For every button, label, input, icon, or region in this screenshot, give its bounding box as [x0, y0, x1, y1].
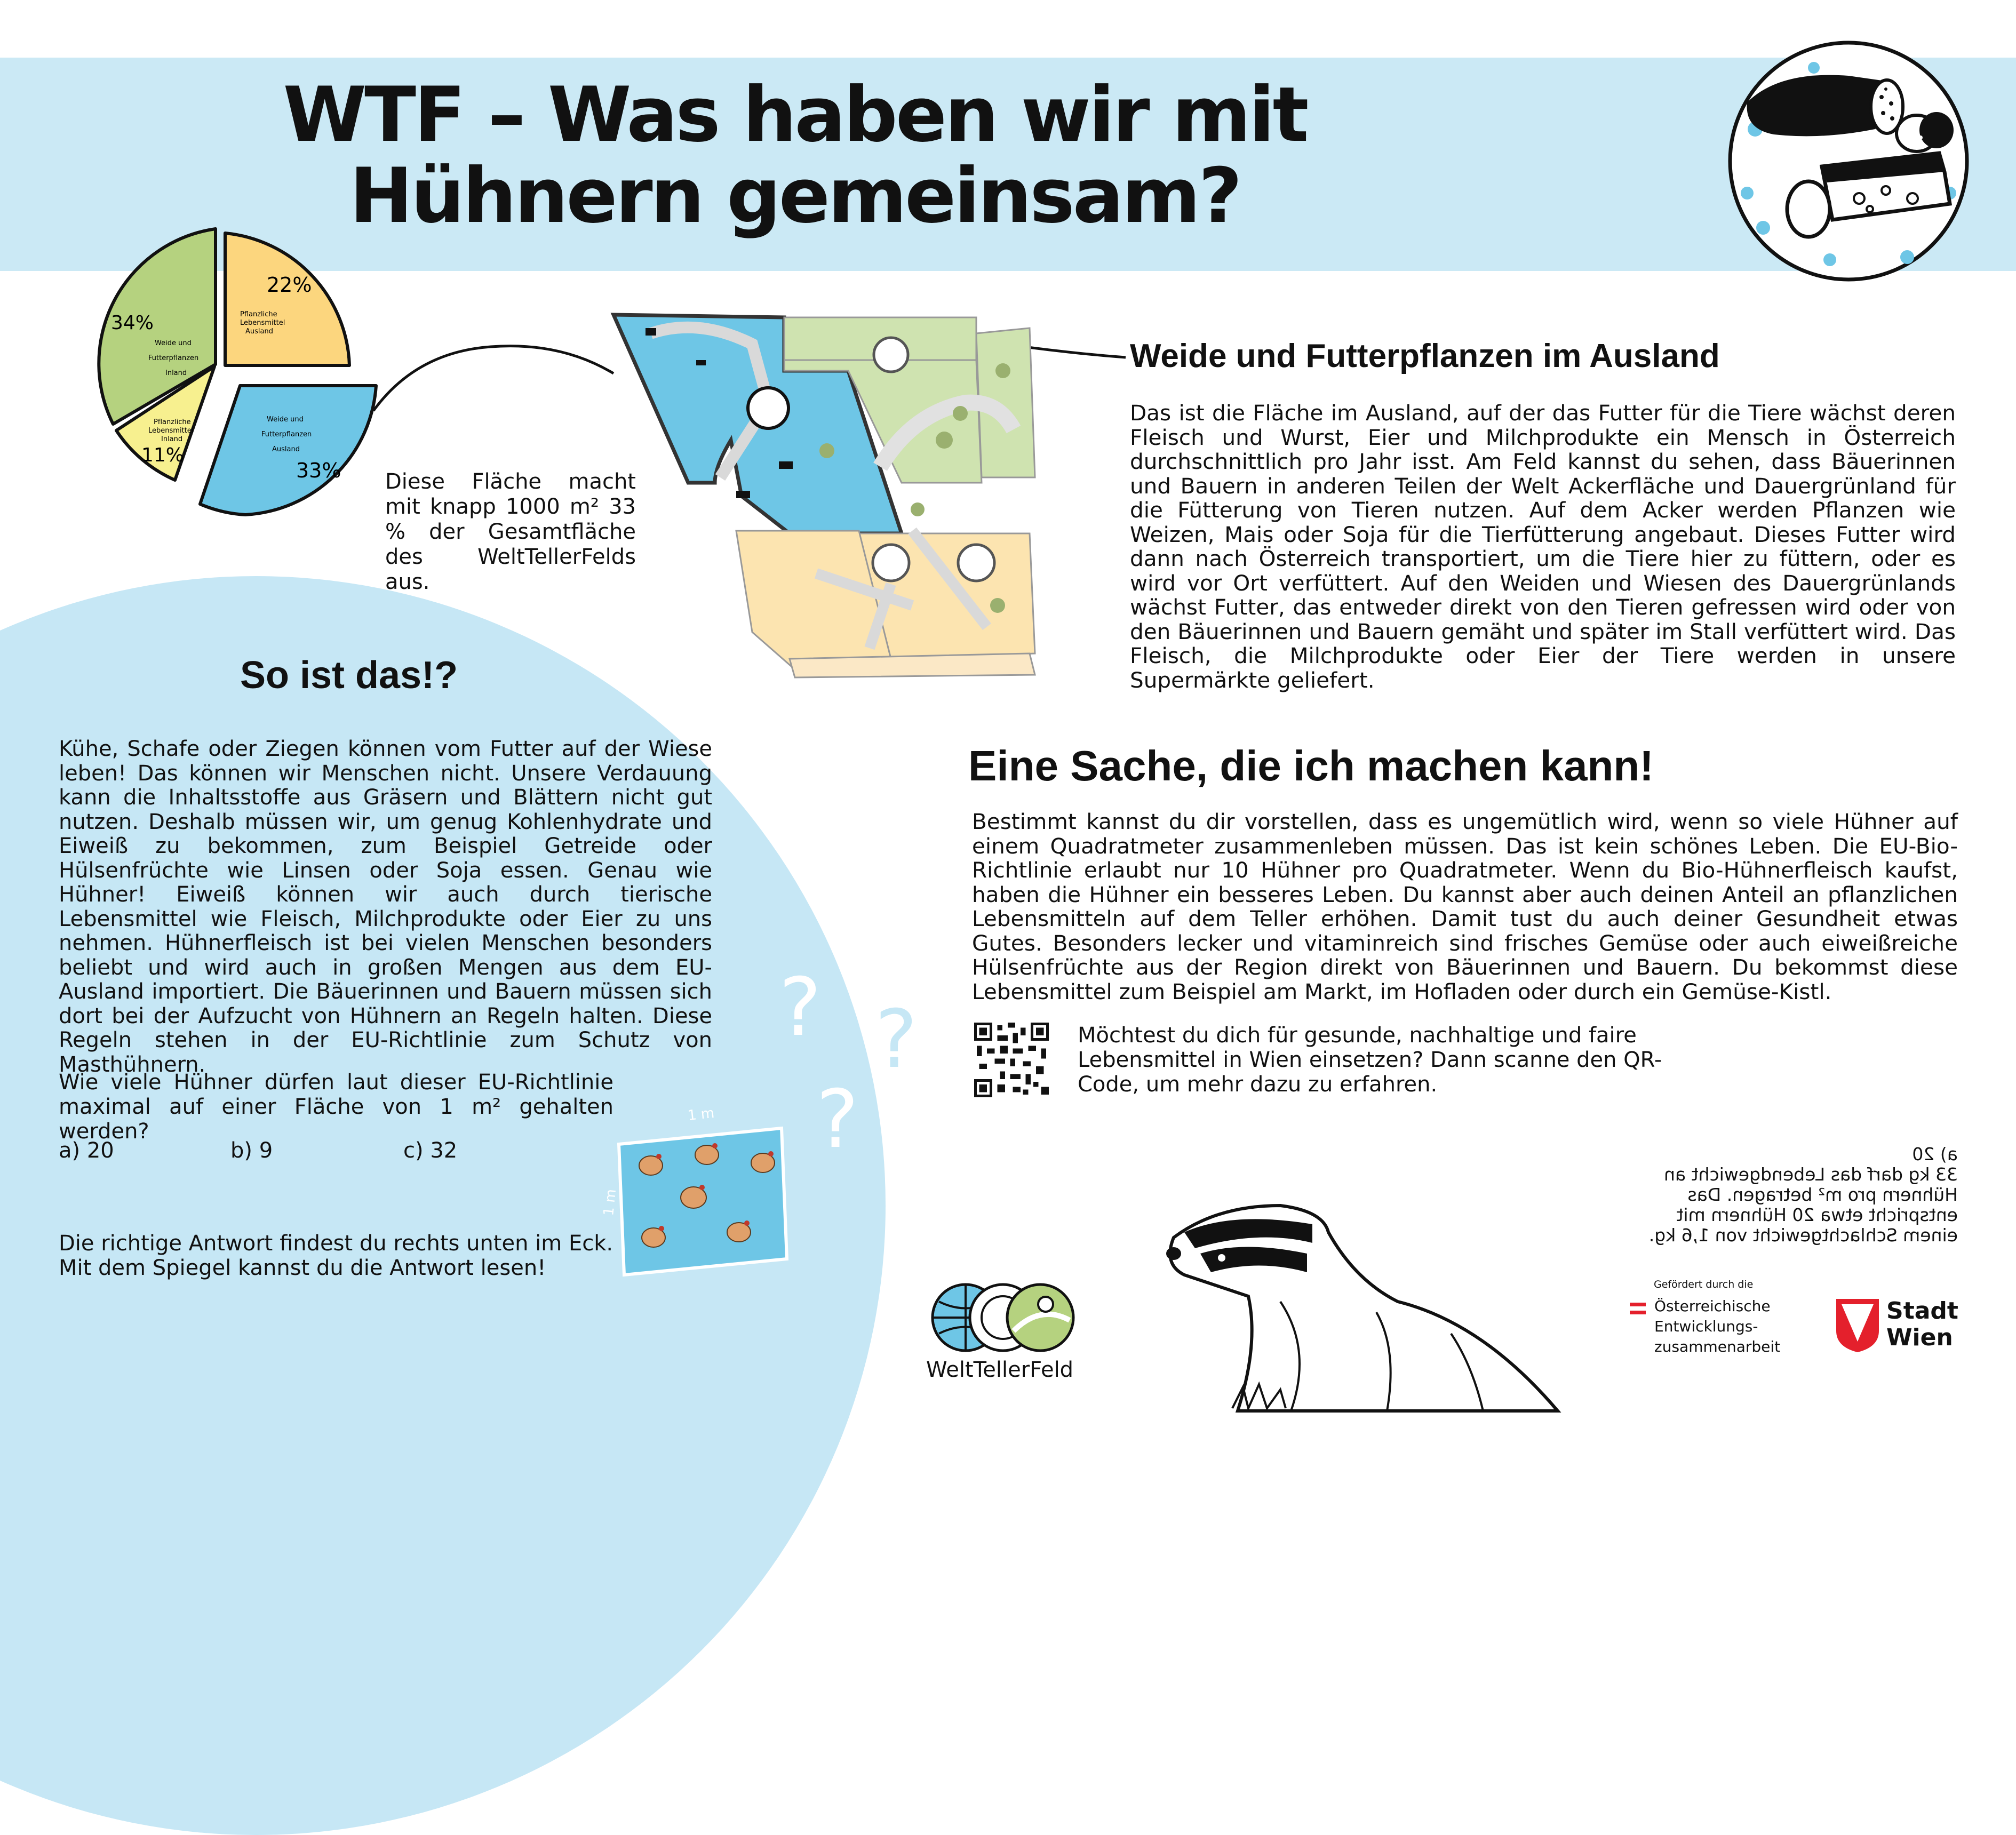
weide-heading: Weide und Futterpflanzen im Ausland [1130, 338, 1720, 374]
wien-shield-icon [1836, 1299, 1879, 1352]
pie-value-22: 22% [267, 273, 312, 297]
svg-text:1 m: 1 m [687, 1105, 715, 1124]
ada-logo-text: Österreichische Entwicklungs- zusammenarbeit [1654, 1297, 1781, 1355]
svg-text:?: ? [779, 961, 822, 1054]
area-note: Diese Fläche macht mit knapp 1000 m² 33 % der Gesamtfläche des WeltTellerFelds aus. [385, 469, 636, 594]
qr-text: Möchtest du dich für gesunde, nachhaltige und faire Lebensmittel in Wien einsetzen? Dann scanne den QR-Code, um mehr dazu zu erfahren. [1078, 1023, 1662, 1097]
svg-text:1 m: 1 m [601, 1188, 620, 1217]
austria-flag-icon [1630, 1303, 1646, 1314]
welttellerfeld-logo-text: WeltTellerFeld [926, 1358, 1074, 1382]
weide-text: Das ist die Fläche im Ausland, auf der das Futter für die Tiere wächst deren Fleisch und Wurst, Eier und Milchprodukte ein Mensch in Österreich durchschnittlich pro Jahr isst. Am Feld kannst du sehen, dass Bäuerinnen und Bauern in anderen Teilen der Welt Ackerfläche und Dauergrünland für die Fütterung von Tieren nutzen. Auf dem Acker werden Pflanzen wie Weizen, Mais oder Soja für die Tierfütterung angebaut. Dieses Futter wird dann nach Österreich transportiert, um die Tiere hier zu füttern, oder es wird vor Ort verfüttert. Auf den Weiden und Wiesen des Dauergrünlands wächst Futter, das entweder direkt von den Tieren gefressen wird oder von den Bäuerinnen und Bauern gemäht und später im Stall verfüttert wird. Das Fleisch, die Milchprodukte oder Eier der Tiere werden in unsere Supermärkte geliefert. [1130, 400, 1956, 693]
welttellerfeld-logo-icon [928, 1272, 1078, 1363]
sache-heading: Eine Sache, die ich machen kann! [968, 742, 1654, 789]
page-title: WTF – Was haben wir mit Hühnern gemeinsam? [283, 71, 1307, 240]
svg-text:11%: 11% [141, 444, 185, 466]
svg-text:33%: 33% [296, 459, 341, 482]
pie-slice-ausland-pflanzlich [225, 233, 349, 365]
so-heading: So ist das!? [240, 654, 458, 697]
answer-b: b) 9 [230, 1138, 273, 1163]
badger-illustration [1152, 1174, 1590, 1411]
svg-text:PflanzlicheLebensmittelAusland: Pflanzliche Lebensmittel Ausland [240, 310, 285, 336]
svg-text:34%: 34% [111, 312, 154, 334]
so-text: Kühe, Schafe oder Ziegen können vom Futter auf der Wiese leben! Das können wir Menschen nicht. Unsere Verdauung kann die Inhaltsstoffe aus Gräsern und Blättern nicht gut nutzen. Deshalb müssen wir, um genug Kohlenhydrate und Eiweiß zu bekommen, zum Beispiel Getreide oder Hülsenfrüchte wie Linsen oder Soja essen. Genau wie Hühner! Eiweiß können wir auch durch tierische Lebensmittel wie Fleisch, Milchprodukte oder Eier zu uns nehmen. Hühnerfleisch ist bei vielen Menschen besonders beliebt und wird auch in großen Mengen aus dem EU-Ausland importiert. Die Bäuerinnen und Bauern müssen sich dort bei der Aufzucht von Hühnern an Regeln halten. Diese Regeln stehen in der EU-Richtlinie zum Schutz von Masthühnern. [59, 737, 712, 1077]
svg-text:Weide undFutterpflanzenAusland: Weide und Futterpflanzen Ausland [261, 416, 312, 453]
hens-square-illustration [601, 1104, 790, 1280]
svg-text:PflanzlicheLebensmittelInland: Pflanzliche Lebensmittel Inland [148, 418, 194, 443]
answer-c: c) 32 [403, 1138, 458, 1163]
mirrored-answer-text: a) 20 33 kg darf das Lebendgewicht an Hühnern pro m² betragen. Das entspricht etwa 20 Hühnern mit einem Schlachtgewicht von 1,6 kg. [1648, 1144, 1958, 1246]
answer-a: a) 20 [59, 1138, 114, 1163]
funding-note: Gefördert durch die [1654, 1279, 1754, 1290]
food-plate-illustration [1715, 38, 1982, 284]
wien-logo-text: Stadt Wien [1886, 1297, 1958, 1351]
svg-text:?: ? [875, 993, 918, 1086]
quiz-question: Wie viele Hühner dürfen laut dieser EU-Richtlinie maximal auf einer Fläche von 1 m² gehalten werden? [59, 1070, 613, 1144]
svg-text:?: ? [816, 1073, 859, 1166]
pie-chart [85, 216, 395, 557]
quiz-hint: Die richtige Antwort findest du rechts unten im Eck. Mit dem Spiegel kannst du die Antwort lesen! [59, 1231, 613, 1280]
svg-text:Weide undFutterpflanzenInland: Weide und Futterpflanzen Inland [148, 339, 199, 377]
sache-text: Bestimmt kannst du dir vorstellen, dass es ungemütlich wird, wenn so viele Hühner auf einem Quadratmeter zusammenleben müssen. Das ist kein schönes Leben. Die EU-Bio-Richtlinie erlaubt nur 10 Hühner pro Quadratmeter. Wenn du Bio-Hühnerfleisch kaufst, haben die Hühner ein besseres Leben. Du kannst aber auch deinen Anteil an pflanzlichen Lebensmitteln auf dem Teller erhöhen. Damit tust du auch deiner Gesundheit etwas Gutes. Besonders lecker und vitaminreich sind frisches Gemüse oder auch eiweißreiche Hülsenfrüchte aus der Region direkt von Bäuerinnen und Bauern. Du bekommst diese Lebensmittel zum Beispiel am Markt, im Hofladen oder durch ein Gemüse-Kistl. [972, 809, 1958, 1004]
qr-code[interactable] [974, 1023, 1049, 1097]
mirrored-answer [1627, 1144, 1958, 1246]
field-map [592, 307, 1104, 685]
question-marks-icon [768, 939, 955, 1166]
